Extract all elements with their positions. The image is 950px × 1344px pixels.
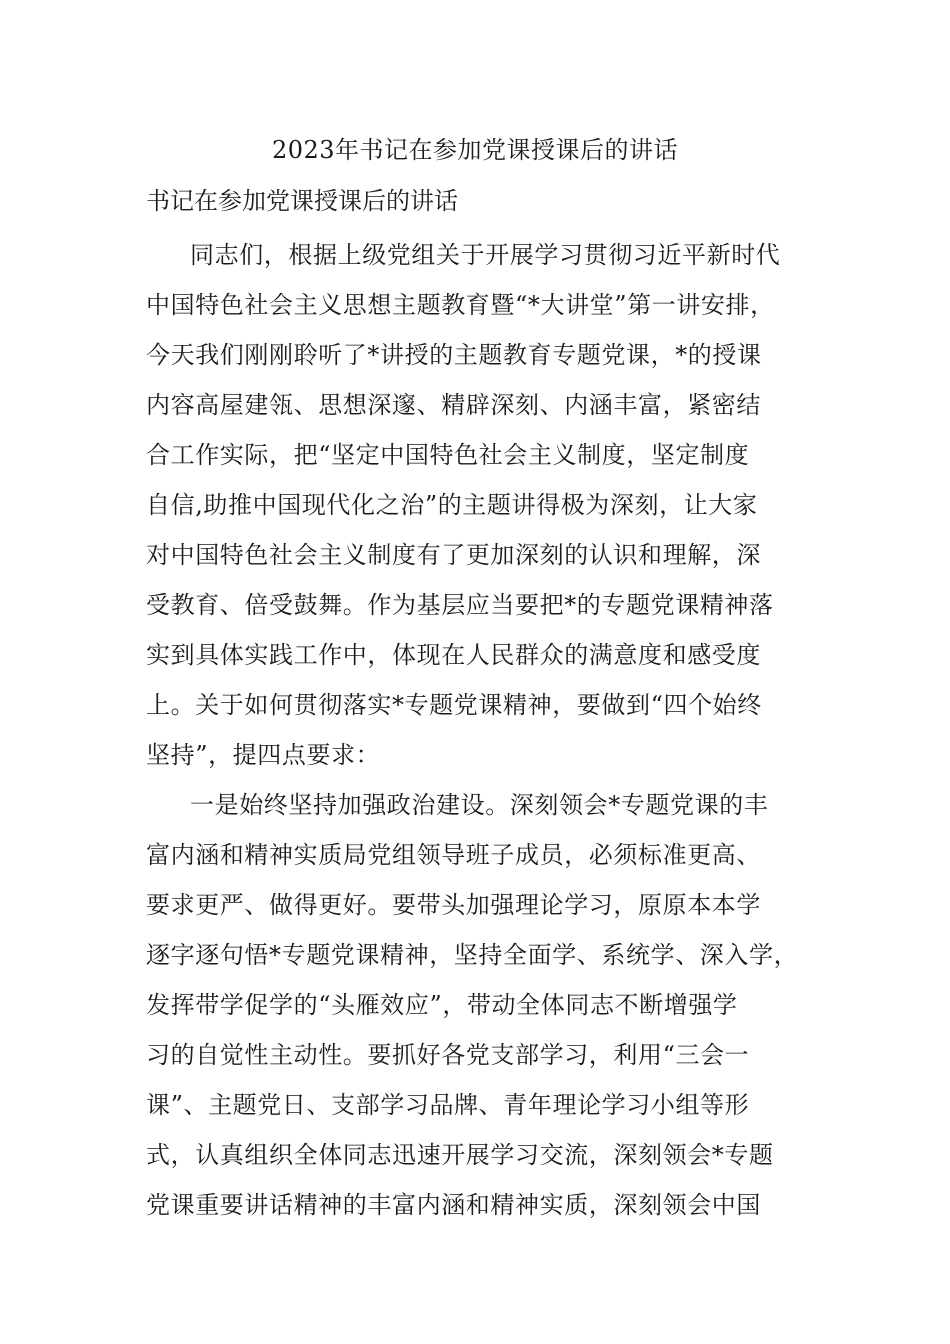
paragraph-line: 中国特色社会主义思想主题教育暨“*大讲堂”第一讲安排， [146,291,775,319]
paragraph-line: 实到具体实践工作中，体现在人民群众的满意度和感受度 [146,641,761,669]
document-title: 2023年书记在参加党课授课后的讲话 [271,136,679,164]
paragraph-1 [146,230,826,780]
paragraph-line: 自信,助推中国现代化之治”的主题讲得极为深刻，让大家 [146,491,758,519]
paragraph-line: 式，认真组织全体同志迅速开展学习交流，深刻领会*专题 [146,1141,774,1169]
paragraph-2 [146,780,826,1230]
paragraph-line: 受教育、倍受鼓舞。作为基层应当要把*的专题党课精神落 [146,591,774,619]
paragraph-line: 课”、主题党日、支部学习品牌、青年理论学习小组等形 [146,1091,750,1119]
paragraph-line: 上。关于如何贯彻落实*专题党课精神，要做到“四个始终 [146,691,762,719]
paragraph-line: 要求更严、做得更好。要带头加强理论学习，原原本本学 [146,891,761,919]
paragraph-line: 发挥带学促学的“头雁效应”，带动全体同志不断增强学 [146,991,738,1019]
document-body [146,230,826,1230]
paragraph-line: 坚持”，提四点要求： [146,741,381,769]
document-subtitle: 书记在参加党课授课后的讲话 [146,187,458,215]
paragraph-line: 一是始终坚持加强政治建设。深刻领会*专题党课的丰 [190,791,769,819]
paragraph-line: 内容高屋建瓴、思想深邃、精辟深刻、内涵丰富，紧密结 [146,391,761,419]
paragraph-line: 合工作实际，把“坚定中国特色社会主义制度，坚定制度 [146,441,750,469]
paragraph-line: 今天我们刚刚聆听了*讲授的主题教育专题党课，*的授课 [146,341,762,369]
paragraph-line: 党课重要讲话精神的丰富内涵和精神实质，深刻领会中国 [146,1191,761,1219]
paragraph-line: 富内涵和精神实质局党组领导班子成员，必须标准更高、 [146,841,761,869]
paragraph-line: 对中国特色社会主义制度有了更加深刻的认识和理解，深 [146,541,761,569]
paragraph-line: 逐字逐句悟*专题党课精神，坚持全面学、系统学、深入学， [146,941,799,969]
paragraph-line: 习的自觉性主动性。要抓好各党支部学习，利用“三会一 [146,1041,750,1069]
paragraph-line: 同志们，根据上级党组关于开展学习贯彻习近平新时代 [190,241,781,269]
